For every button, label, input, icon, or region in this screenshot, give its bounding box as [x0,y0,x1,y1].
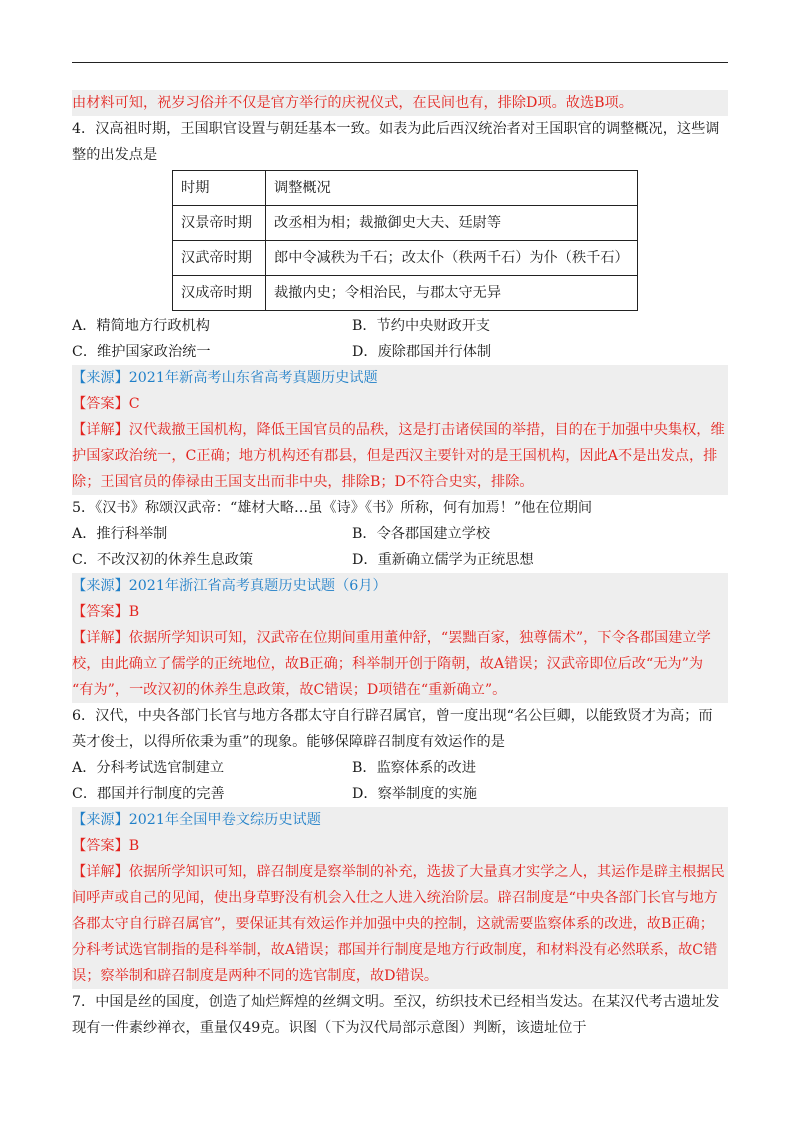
table-cell-summary: 郎中令减秩为千石；改太仆（秩两千石）为仆（秩千石） [266,241,638,276]
q5-options-row-1 [72,521,728,547]
page-content [72,90,728,1041]
q5-option-a: A．推行科举制 [72,526,168,542]
table-row [173,241,638,276]
q6-option-d: D．察举制度的实施 [352,786,477,802]
q7-stem-line-1: 7．中国是丝的国度，创造了灿烂辉煌的丝绸文明。至汉，纺织技术已经相当发达。在某汉代考古遗址发 [72,994,720,1010]
q4-option-b: B．节约中央财政开支 [352,318,491,334]
q4-detail-line-3: 除；王国官员的俸禄由王国支出而非中央，排除B；D不符合史实，排除。 [72,469,728,495]
question-6 [72,703,728,989]
table-cell-summary: 改丞相为相；裁撤御史大夫、廷尉等 [266,206,638,241]
q5-option-d: D．重新确立儒学为正统思想 [352,552,534,568]
table-cell-period: 汉武帝时期 [173,241,266,276]
header-rule [72,62,728,63]
q6-stem-line-2: 英才俊士，以得所依秉为重”的现象。能够保障辟召制度有效运作的是 [72,734,505,750]
q5-detail-line-1: 【详解】依据所学知识可知，汉武帝在位期间重用董仲舒，“罢黜百家，独尊儒术”，下令各郡国建立学 [72,625,728,651]
q6-answer: 【答案】B [72,833,728,859]
q5-options-row-2 [72,547,728,573]
q4-answer: 【答案】C [72,391,728,417]
q5-answer: 【答案】B [72,599,728,625]
q4-stem-line-2: 整的出发点是 [72,147,158,163]
table-header-summary: 调整概况 [266,171,638,206]
q4-adjustment-table [172,170,638,311]
q6-detail-line-4: 分科考试选官制指的是科举制，故A错误；郡国并行制度是地方行政制度，和材料没有必然联系，故C错 [72,937,728,963]
previous-answer-tail: 由材料可知，祝岁习俗并不仅是官方举行的庆祝仪式，在民间也有，排除D项。故选B项。 [72,90,728,116]
q6-detail-line-2: 间呼声或自己的见闻，使出身草野没有机会入仕之人进入统治阶层。辟召制度是“中央各部门长官与地方 [72,885,728,911]
q5-source: 【来源】2021年浙江省高考真题历史试题（6月） [72,573,728,599]
table-header-row [173,171,638,206]
q4-source: 【来源】2021年新高考山东省高考真题历史试题 [72,365,728,391]
table-header-period: 时期 [173,171,266,206]
q4-options-row-2 [72,339,728,365]
question-4 [72,116,728,495]
q6-detail-line-5: 误；察举制和辟召制度是两种不同的选官制度，故D错误。 [72,963,728,989]
table-cell-period: 汉景帝时期 [173,206,266,241]
q6-option-a: A．分科考试选官制建立 [72,760,225,776]
q5-stem-line-1: 5．《汉书》称颂汉武帝：“雄材大略…虽《诗》《书》所称，何有加焉！”他在位期间 [72,500,593,516]
q4-option-d: D．废除郡国并行体制 [352,344,492,360]
table-cell-period: 汉成帝时期 [173,276,266,311]
q5-option-b: B．令各郡国建立学校 [352,526,491,542]
q6-options-row-2 [72,781,728,807]
q6-source: 【来源】2021年全国甲卷文综历史试题 [72,807,728,833]
q7-stem-line-2: 现有一件素纱禅衣，重量仅49克。识图（下为汉代局部示意图）判断，该遗址位于 [72,1020,587,1036]
question-5 [72,495,728,703]
q4-option-c: C．维护国家政治统一 [72,344,211,360]
q4-detail-line-2: 护国家政治统一，C正确；地方机构还有郡县，但是西汉主要针对的是王国机构，因此A不是出发点，排 [72,443,728,469]
q6-options-row-1 [72,755,728,781]
q6-stem-line-1: 6．汉代，中央各部门长官与地方各郡太守自行辟召属官，曾一度出现“名公巨卿，以能致贤才为高；而 [72,708,713,724]
q4-option-a: A．精简地方行政机构 [72,318,210,334]
q4-options-row-1 [72,313,728,339]
q5-detail-line-3: “有为”，一改汉初的休养生息政策，故C错误；D项错在“重新确立”。 [72,677,728,703]
q4-detail-line-1: 【详解】汉代裁撤王国机构，降低王国官员的品秩，这是打击诸侯国的举措，目的在于加强中央集权，维 [72,417,728,443]
q6-detail-line-1: 【详解】依据所学知识可知，辟召制度是察举制的补充，选拔了大量真才实学之人，其运作是辟主根据民 [72,859,728,885]
q6-detail-line-3: 各郡太守自行辟召属官”，要保证其有效运作并加强中央的控制，这就需要监察体系的改进，故B正确； [72,911,728,937]
table-row [173,276,638,311]
q5-option-c: C．不改汉初的休养生息政策 [72,552,254,568]
question-7 [72,989,728,1041]
table-row [173,206,638,241]
q6-option-b: B．监察体系的改进 [352,760,476,776]
q6-option-c: C．郡国并行制度的完善 [72,786,225,802]
table-cell-summary: 裁撤内史；令相治民，与郡太守无异 [266,276,638,311]
q5-detail-line-2: 校，由此确立了儒学的正统地位，故B正确；科举制开创于隋朝，故A错误；汉武帝即位后改“无为”为 [72,651,728,677]
q4-stem-line-1: 4．汉高祖时期，王国职官设置与朝廷基本一致。如表为此后西汉统治者对王国职官的调整概况，这些调 [72,121,720,137]
